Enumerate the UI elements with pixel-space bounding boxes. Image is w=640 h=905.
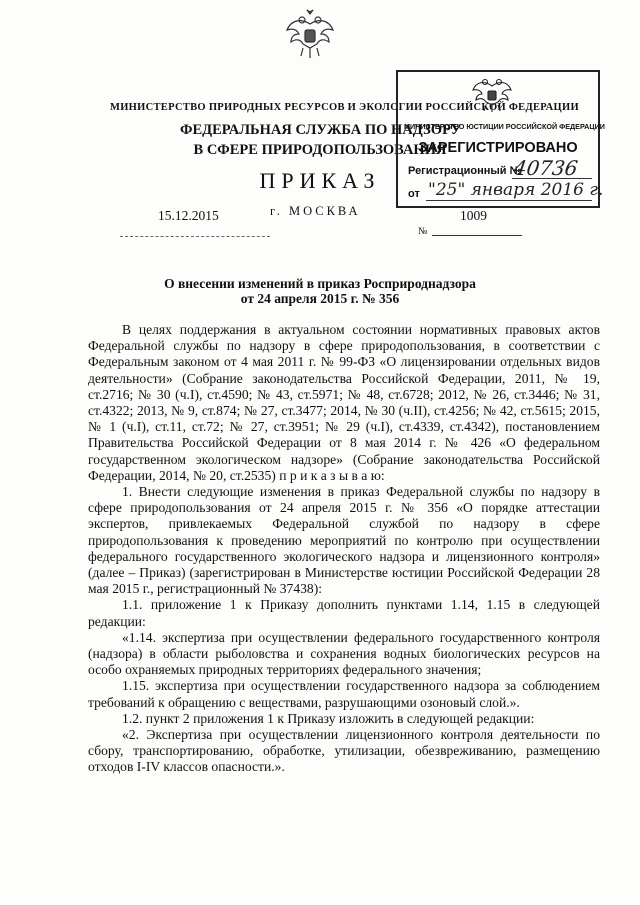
paragraph-item-1-15: 1.15. экспертиза при осуществлении государственного надзора за соблюдением требований к обращению с веществами, разрушающими озоновый слой.». xyxy=(88,678,600,710)
stamp-date-underline xyxy=(426,200,592,201)
coat-of-arms-icon xyxy=(283,8,337,60)
number-underline xyxy=(432,235,522,236)
order-city: г. МОСКВА xyxy=(270,204,361,218)
paragraph-preamble: В целях поддержания в актуальном состоянии нормативных правовых актов Федеральной службы по надзору в сфере природопользования, в соответствии с Федеральным законом от 4 мая 2011 г. № 99-ФЗ «О лицензировании отдельных видов деятельности» (Собрание законодательства Российской Федерации, 2011, № 19, ст.2716; № 30 (ч.I), ст.4590; № 43, ст.5971; № 48, ст.6728; 2012, № 26, ст.3446; № 31, ст.4322; 2013, № 9, ст.874; № 27, ст.3477; 2014, № 30 (ч.II), ст.4256; № 42, ст.5615; 2015, № 1 (ч.I), ст.11, ст.72; № 27, ст.3951; № 29 (ч.I), ст.4339, ст.4342), постановлением Правительства Российской Федерации от 8 мая 2014 г. № 426 «О федеральном государственном экологическом надзоре» (Собрание законодательства Российской Федерации, 2014, № 20, ст.2535) п р и к а з ы в а ю: xyxy=(88,322,600,483)
order-heading: ПРИКАЗ xyxy=(259,168,381,193)
document-body xyxy=(88,322,600,776)
stamp-number-underline xyxy=(512,178,592,179)
paragraph-item-1-1: 1.1. приложение 1 к Приказу дополнить пунктами 1.14, 1.15 в следующей редакции: xyxy=(88,597,600,629)
stamp-from-label: от xyxy=(408,188,420,200)
stamp-reg-date-value: "25" января 2016 г. xyxy=(428,180,604,200)
order-date: 15.12.2015 xyxy=(158,208,219,223)
paragraph-item-2: «2. Экспертиза при осуществлении лицензионного контроля деятельности по сбору, транспортированию, обработке, утилизации, обезвреживанию, размещению отходов I-IV классов опасности.». xyxy=(88,727,600,775)
stamp-reg-number-label: Регистрационный № xyxy=(408,165,522,177)
ministry-name: МИНИСТЕРСТВО ПРИРОДНЫХ РЕСУРСОВ И ЭКОЛОГИИ РОССИЙСКОЙ ФЕДЕРАЦИИ xyxy=(110,102,579,113)
service-name-line2: В СФЕРЕ ПРИРОДОПОЛЬЗОВАНИЯ xyxy=(193,142,447,158)
stamp-eagle-icon xyxy=(470,74,514,114)
service-name-line1: ФЕДЕРАЛЬНАЯ СЛУЖБА ПО НАДЗОРУ xyxy=(180,122,462,138)
paragraph-item-1: 1. Внести следующие изменения в приказ Федеральной службы по надзору в сфере природопользования от 24 апреля 2015 г. № 356 «О порядке аттестации экспертов, привлекаемых Федеральной службой по надзору в сфере природопользования к проведению мероприятий по контролю при осуществлении федерального государственного экологического надзора и лицензионного контроля» (далее – Приказ) (зарегистрирован в Министерстве юстиции Российской Федерации 28 мая 2015 г., регистрационный № 37438): xyxy=(88,484,600,597)
number-sign: № xyxy=(418,226,428,237)
paragraph-item-1-2: 1.2. пункт 2 приложения 1 к Приказу изложить в следующей редакции: xyxy=(122,710,535,726)
stamp-registered-label: ЗАРЕГИСТРИРОВАНО xyxy=(418,140,578,156)
stamp-ministry-name: МИНИСТЕРСТВО ЮСТИЦИИ РОССИЙСКОЙ ФЕДЕРАЦИИ xyxy=(404,122,605,131)
order-number: 1009 xyxy=(460,208,487,223)
paragraph-item-1-14: «1.14. экспертиза при осуществлении федерального государственного контроля (надзора) в области рыболовства и сохранения водных биологических ресурсов на особо охраняемых природных территориях федерального значения; xyxy=(88,629,600,678)
document-title-line2: от 24 апреля 2015 г. № 356 xyxy=(240,291,400,306)
document-title-line1: О внесении изменений в приказ Росприроднадзора xyxy=(164,276,476,291)
date-underline xyxy=(120,236,270,237)
stamp-reg-number-value: 40736 xyxy=(512,156,580,180)
